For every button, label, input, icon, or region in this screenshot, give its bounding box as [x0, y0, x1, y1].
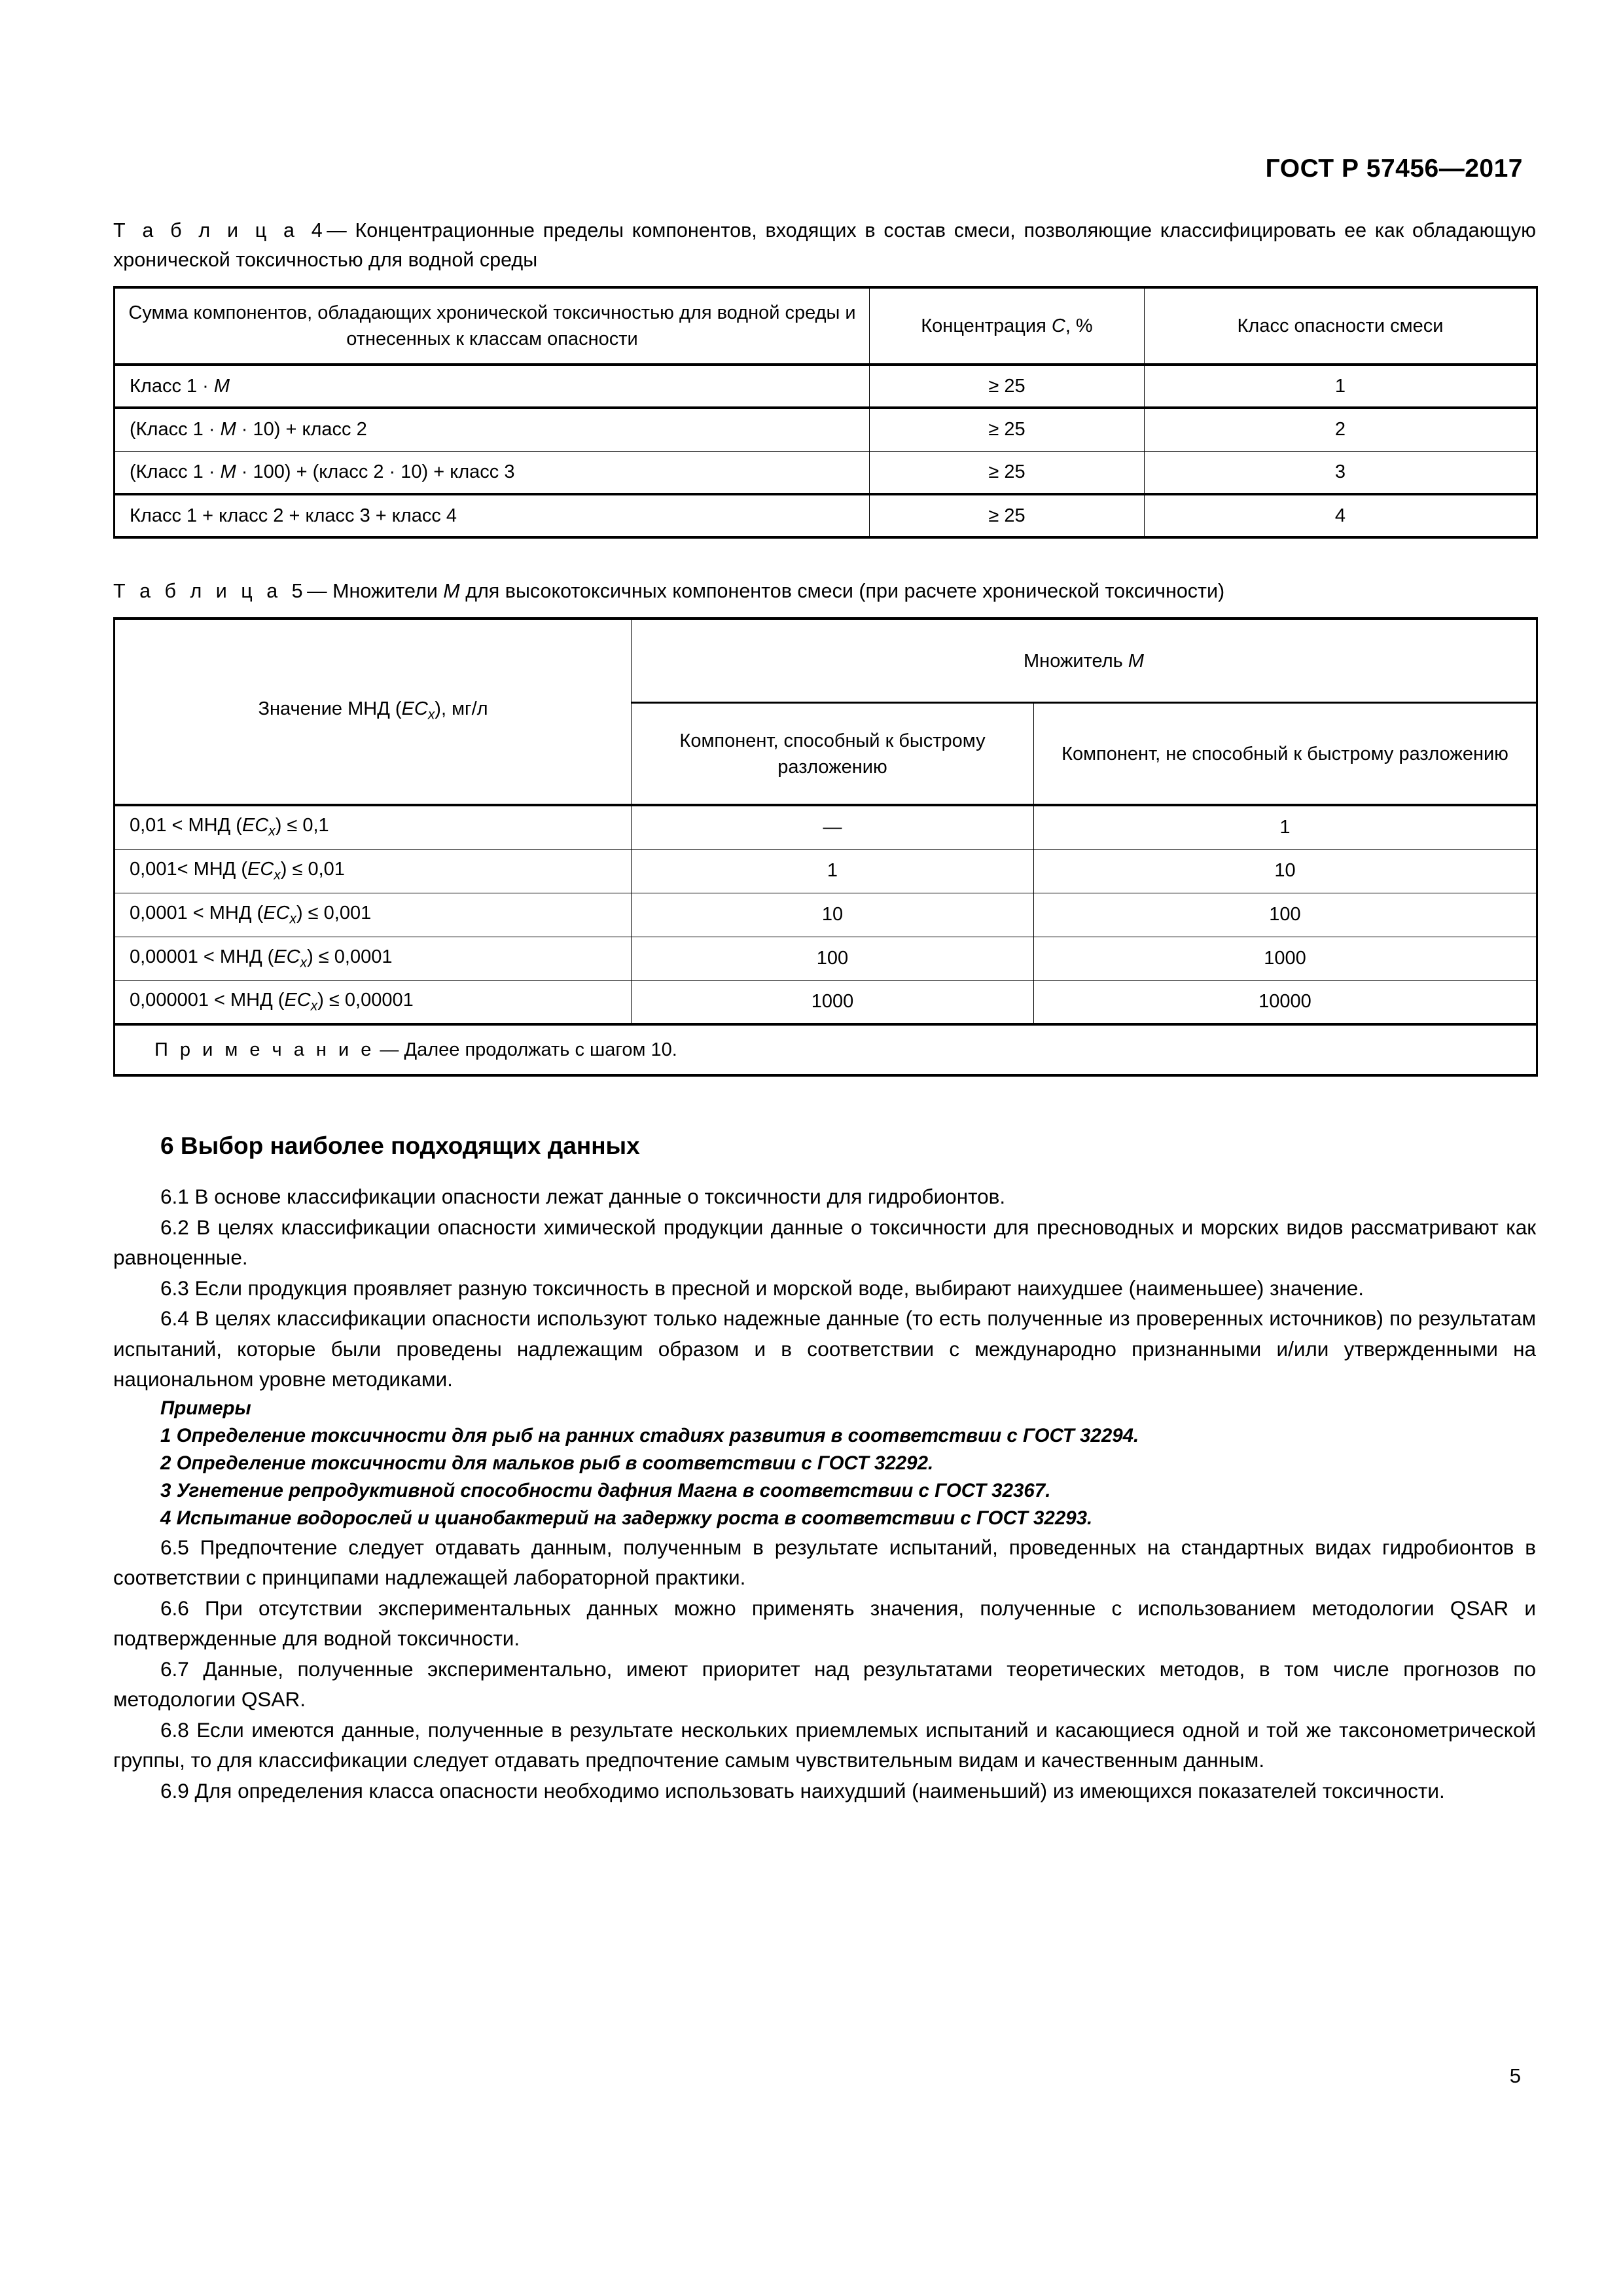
table4-col1-header: Сумма компонентов, обладающих хронической токсичностью для водной среды и отнесенных к классам опасности [115, 287, 870, 365]
table5-row3-non-rapid: 1000 [1034, 937, 1537, 980]
table5-caption-italic: M [443, 580, 460, 602]
table4-caption-dash: — [327, 219, 347, 242]
table5-row4-non-rapid: 10000 [1034, 980, 1537, 1024]
table4-row0-sum-italic: M [213, 375, 230, 397]
table5-caption-label: Т а б л и ц а 5 [113, 580, 308, 602]
examples-heading: Примеры [160, 1397, 251, 1419]
table4-col2-header-suffix: , % [1065, 315, 1093, 336]
table4-row3-sum [115, 494, 870, 537]
table5-row2-range-sub: x [289, 911, 296, 927]
table4-row2-concentration: ≥ 25 [870, 451, 1145, 494]
page-content [113, 216, 1536, 1806]
table5-caption [113, 577, 1536, 606]
paragraph-6-2: 6.2 В целях классификации опасности химической продукции данные о токсичности для пресноводных и морских видов рассматривают как равноценные. [113, 1215, 1536, 1269]
table5-caption-text-pre: Множители [332, 580, 444, 602]
paragraph-6-6: 6.6 При отсутствии экспериментальных данных можно применять значения, полученные с использованием методологии QSAR и подтвержденные для водной токсичности. [113, 1596, 1536, 1650]
example-item-1: 1 Определение токсичности для рыб на ранних стадиях развития в соответствии с ГОСТ 32294. [160, 1424, 1139, 1446]
table5-row0-range-italic: EC [241, 815, 269, 836]
table4-col2-header [870, 287, 1145, 365]
table5-row0-range-pre: 0,01 < МНД ( [130, 815, 242, 836]
table5-row3-range-sub: x [300, 955, 308, 971]
table-row [115, 494, 1537, 537]
example-item-4: 4 Испытание водорослей и цианобактерий на задержку роста в соответствии с ГОСТ 32293. [160, 1507, 1093, 1529]
table5-group-header-italic: M [1128, 650, 1144, 672]
table4-caption [113, 216, 1536, 275]
table5-note-row [115, 1024, 1537, 1075]
table-row [115, 849, 1537, 893]
table5-caption-dash: — [307, 580, 327, 602]
table4-header-row [115, 287, 1537, 365]
table-row [115, 451, 1537, 494]
table5-body [115, 805, 1537, 1075]
example-item-2: 2 Определение токсичности для мальков рыб в соответствии с ГОСТ 32292. [160, 1452, 934, 1474]
table5-row1-range-post: ) ≤ 0,01 [280, 858, 345, 880]
table5-row4-rapid: 1000 [632, 980, 1034, 1024]
table5-row2-range-post: ) ≤ 0,001 [296, 902, 372, 924]
table-row [115, 937, 1537, 980]
table-4 [113, 286, 1538, 539]
table5-row2-range-italic: EC [263, 902, 290, 924]
table5-row1-range-italic: EC [247, 858, 274, 880]
table5-subheader-non-rapid: Компонент, не способный к быстрому разложению [1034, 703, 1537, 806]
table4-row2-sum-italic: M [220, 461, 236, 482]
table4-row2-hazard-class: 3 [1145, 451, 1537, 494]
table4-caption-text: Концентрационные пределы компонентов, входящих в состав смеси, позволяющие классифицировать ее как обладающую хронической токсичностью для водной среды [113, 219, 1536, 271]
paragraph-6-1: 6.1 В основе классификации опасности лежат данные о токсичности для гидробионтов. [160, 1185, 1006, 1208]
table5-row4-range-italic: EC [284, 989, 311, 1011]
table5-col1-header-sub: x [427, 707, 435, 723]
table4-row1-sum-pre: (Класс 1 · [130, 419, 221, 440]
table4-row2-sum [115, 451, 870, 494]
table4-row2-sum-pre: (Класс 1 · [130, 461, 221, 482]
table5-caption-text-post: для высокотоксичных компонентов смеси (при расчете хронической токсичности) [459, 580, 1225, 602]
table5-row3-range-italic: EC [274, 946, 300, 967]
table5-note-dash: — [380, 1039, 399, 1060]
table5-row3-range-pre: 0,00001 < МНД ( [130, 946, 274, 967]
table-row [115, 980, 1537, 1024]
table4-body [115, 365, 1537, 537]
table5-col1-header-post: ), мг/л [435, 698, 488, 719]
table5-group-header-pre: Множитель [1024, 650, 1128, 672]
spacer [113, 539, 1536, 577]
table5-col1-header-pre: Значение МНД ( [258, 698, 402, 719]
table5-row1-rapid: 1 [632, 849, 1034, 893]
spacer [113, 1077, 1536, 1130]
table-5 [113, 617, 1538, 1077]
table4-caption-label: Т а б л и ц а 4 [113, 219, 327, 242]
table4-row1-sum-post: · 10) + класс 2 [236, 419, 367, 440]
table5-row0-range [115, 805, 632, 849]
table5-row4-range [115, 980, 632, 1024]
table5-row4-range-post: ) ≤ 0,00001 [317, 989, 414, 1011]
table5-note [115, 1024, 1537, 1075]
table5-row3-range [115, 937, 632, 980]
paragraph-6-9: 6.9 Для определения класса опасности необходимо использовать наихудший (наименьший) из имеющихся показателей токсичности. [160, 1778, 1445, 1803]
paragraph-6-5: 6.5 Предпочтение следует отдавать данным, полученным в результате испытаний, проведенных на стандартных видах гидробионтов в соответствии с принципами надлежащей лабораторной практики. [113, 1535, 1536, 1589]
table4-row0-sum-pre: Класс 1 · [130, 375, 214, 397]
table-row [115, 805, 1537, 849]
table4-row1-hazard-class: 2 [1145, 408, 1537, 451]
table4-row2-sum-post: · 100) + (класс 2 · 10) + класс 3 [236, 461, 515, 482]
paragraph-6-7: 6.7 Данные, полученные экспериментально, имеют приоритет над результатами теоретических методов, в том числе прогнозов по методологии QSAR. [113, 1657, 1536, 1711]
spacer [113, 1162, 1536, 1181]
table4-row0-hazard-class: 1 [1145, 365, 1537, 408]
table5-row2-range-pre: 0,0001 < МНД ( [130, 902, 264, 924]
table4-col2-header-symbol: C [1051, 315, 1065, 336]
table5-row3-range-post: ) ≤ 0,0001 [307, 946, 393, 967]
table5-row1-range [115, 849, 632, 893]
table4-row3-sum-pre: Класс 1 + класс 2 + класс 3 + класс 4 [130, 505, 457, 526]
table5-note-label: П р и м е ч а н и е [154, 1039, 375, 1060]
example-item-3: 3 Угнетение репродуктивной способности дафния Магна в соответствии с ГОСТ 32367. [160, 1479, 1051, 1501]
table4-col3-header: Класс опасности смеси [1145, 287, 1537, 365]
table5-subheader-rapid: Компонент, способный к быстрому разложению [632, 703, 1034, 806]
table-row [115, 408, 1537, 451]
table4-row1-sum [115, 408, 870, 451]
table4-row0-sum [115, 365, 870, 408]
table4-row3-concentration: ≥ 25 [870, 494, 1145, 537]
table5-col1-header-italic: EC [401, 698, 428, 719]
table5-header-row-group [115, 619, 1537, 703]
page-number: 5 [1509, 2064, 1521, 2087]
table5-row0-rapid: — [632, 805, 1034, 849]
table5-note-text: Далее продолжать с шагом 10. [404, 1039, 677, 1060]
table5-row1-range-sub: x [274, 867, 281, 883]
paragraph-6-4: 6.4 В целях классификации опасности используют только надежные данные (то есть полученные из проверенных источников) по результатам испытаний, которые были проведены надлежащим образом и в соответствии с международно признанными и/или утвержденными на национальном уровне методиками. [113, 1306, 1536, 1391]
table5-row0-range-post: ) ≤ 0,1 [275, 815, 329, 836]
table5-col1-header [115, 619, 632, 805]
table-row [115, 365, 1537, 408]
table5-row2-range [115, 893, 632, 937]
paragraph-6-3: 6.3 Если продукция проявляет разную токсичность в пресной и морской воде, выбирают наихудшее (наименьшее) значение. [160, 1276, 1364, 1300]
table5-row1-range-pre: 0,001< МНД ( [130, 858, 248, 880]
table4-row0-concentration: ≥ 25 [870, 365, 1145, 408]
table4-col2-header-prefix: Концентрация [921, 315, 1052, 336]
table4-row1-concentration: ≥ 25 [870, 408, 1145, 451]
section-heading-wrap [113, 1130, 1536, 1162]
table5-row4-range-pre: 0,000001 < МНД ( [130, 989, 285, 1011]
paragraph-6-8: 6.8 Если имеются данные, полученные в результате нескольких приемлемых испытаний и касающиеся одной и той же таксонометрической группы, то для классификации следует отдавать предпочтение самым чувствительным видам и качественным данным. [113, 1717, 1536, 1772]
table4-row3-hazard-class: 4 [1145, 494, 1537, 537]
table5-row1-non-rapid: 10 [1034, 849, 1537, 893]
document-standard-header: ГОСТ Р 57456—2017 [1265, 154, 1523, 183]
table5-row0-non-rapid: 1 [1034, 805, 1537, 849]
table4-row1-sum-italic: M [220, 419, 236, 440]
table5-group-header [632, 619, 1537, 703]
table5-row4-range-sub: x [310, 998, 318, 1014]
table-row [115, 893, 1537, 937]
table5-row0-range-sub: x [268, 824, 276, 840]
table5-row2-rapid: 10 [632, 893, 1034, 937]
page-title: 6 Выбор наиболее подходящих данных [160, 1132, 640, 1159]
table5-row2-non-rapid: 100 [1034, 893, 1537, 937]
table5-row3-rapid: 100 [632, 937, 1034, 980]
